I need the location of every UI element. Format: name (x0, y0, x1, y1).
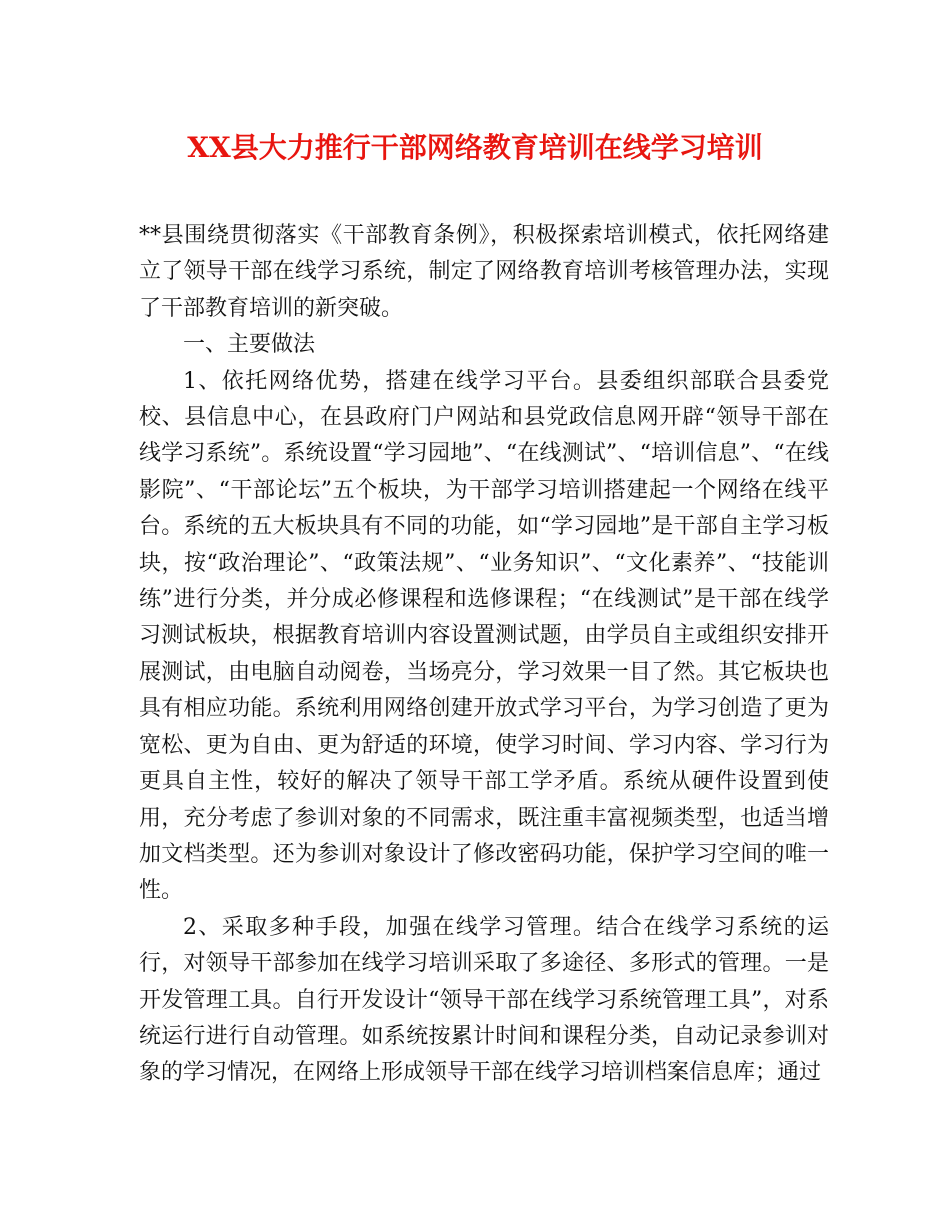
body-paragraph: 2、采取多种手段，加强在线学习管理。结合在线学习系统的运行，对领导干部参加在线学习培训采取了多途径、多形式的管理。一是开发管理工具。自行开发设计“领导干部在线学习系统管理工具”，对系统运行进行自动管理。如系统按累计时间和课程分类，自动记录参训对象的学习情况，在网络上形成领导干部在线学习培训档案信息库；通过 (139, 914, 829, 1086)
document-body (139, 218, 829, 1092)
body-paragraph: 1、依托网络优势，搭建在线学习平台。县委组织部联合县委党校、县信息中心，在县政府门户网站和县党政信息网开辟“领导干部在线学习系统”。系统设置“学习园地”、“在线测试”、“培训信息”、“在线影院”、“干部论坛”五个板块，为干部学习培训搭建起一个网络在线平台。系统的五大板块具有不同的功能，如“学习园地”是干部自主学习板块，按“政治理论”、“政策法规”、“业务知识”、“文化素养”、“技能训练”进行分类，并分成必修课程和选修课程；“在线测试”是干部在线学习测试板块，根据教育培训内容设置测试题，由学员自主或组织安排开展测试，由电脑自动阅卷，当场亮分，学习效果一目了然。其它板块也具有相应功能。系统利用网络创建开放式学习平台，为学习创造了更为宽松、更为自由、更为舒适的环境，使学习时间、学习内容、学习行为更具自主性，较好的解决了领导干部工学矛盾。系统从硬件设置到使用，充分考虑了参训对象的不同需求，既注重丰富视频类型，也适当增加文档类型。还为参训对象设计了修改密码功能，保护学习空间的唯一性。 (139, 368, 829, 904)
section-heading: 一、主要做法 (183, 332, 316, 358)
intro-paragraph: **县围绕贯彻落实《干部教育条例》，积极探索培训模式，依托网络建立了领导干部在线学习系统，制定了网络教育培训考核管理办法，实现了干部教育培训的新突破。 (139, 223, 829, 321)
document-title: XX县大力推行干部网络教育培训在线学习培训 (187, 131, 763, 164)
